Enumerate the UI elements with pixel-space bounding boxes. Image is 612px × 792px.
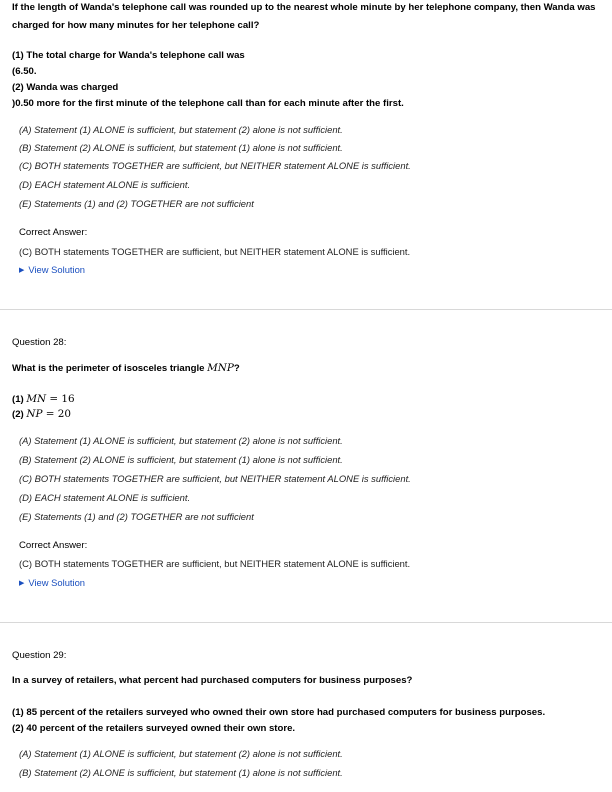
q27-option-e: (E) Statements (1) and (2) TOGETHER are not sufficient xyxy=(19,198,254,209)
divider xyxy=(0,309,612,310)
q28-prompt-text: What is the perimeter of isosceles triangle xyxy=(12,363,208,374)
q28-view-solution-link[interactable] xyxy=(19,577,85,588)
q28-heading: Question 28: xyxy=(12,337,67,348)
q28-option-c: (C) BOTH statements TOGETHER are sufficient, but NEITHER statement ALONE is sufficient. xyxy=(19,473,411,484)
q29-prompt: In a survey of retailers, what percent had purchased computers for business purposes? xyxy=(12,675,413,686)
q28-statement1-prefix: (1) xyxy=(12,394,27,405)
q27-correct-answer: (C) BOTH statements TOGETHER are sufficient, but NEITHER statement ALONE is sufficient. xyxy=(19,246,411,257)
q27-correct-label: Correct Answer: xyxy=(19,227,88,238)
q28-statement2-var: NP xyxy=(26,408,43,420)
triangle-right-icon: ▶ xyxy=(19,580,25,587)
q27-option-d: (D) EACH statement ALONE is sufficient. xyxy=(19,179,191,190)
triangle-right-icon: ▶ xyxy=(19,267,25,274)
q29-statement2: (2) 40 percent of the retailers surveyed owned their own store. xyxy=(12,723,296,734)
q28-statement2-eq: = 20 xyxy=(42,408,72,420)
q27-statement1-line1: (1) The total charge for Wanda's telephone call was xyxy=(12,50,245,61)
q28-prompt-math: MNP xyxy=(207,362,234,374)
q28-statement2 xyxy=(12,408,71,420)
q28-statement2-prefix: (2) xyxy=(12,409,27,420)
q28-prompt xyxy=(12,362,240,374)
q27-statement2-line1: (2) Wanda was charged xyxy=(12,82,119,93)
q27-statement2-line2: )0.50 more for the first minute of the telephone call than for each minute after the first. xyxy=(12,98,404,109)
q27-option-b: (B) Statement (2) ALONE is sufficient, but statement (1) alone is not sufficient. xyxy=(19,142,343,153)
q28-statement1-var: MN xyxy=(26,393,47,405)
q28-correct-answer: (C) BOTH statements TOGETHER are sufficient, but NEITHER statement ALONE is sufficient. xyxy=(19,558,411,569)
q27-option-c: (C) BOTH statements TOGETHER are sufficient, but NEITHER statement ALONE is sufficient. xyxy=(19,160,411,171)
q28-view-solution-label: View Solution xyxy=(28,577,86,588)
q28-option-d: (D) EACH statement ALONE is sufficient. xyxy=(19,492,191,503)
q27-prompt-line1: If the length of Wanda's telephone call was rounded up to the nearest whole minute by her telephone company, then Wanda was xyxy=(12,2,596,13)
q29-heading: Question 29: xyxy=(12,650,67,661)
q29-statement1: (1) 85 percent of the retailers surveyed who owned their own store had purchased computers for business purposes. xyxy=(12,707,546,718)
divider xyxy=(0,622,612,623)
q27-view-solution-label: View Solution xyxy=(28,264,86,275)
q28-option-e: (E) Statements (1) and (2) TOGETHER are not sufficient xyxy=(19,511,254,522)
q27-view-solution-link[interactable] xyxy=(19,264,85,275)
q28-prompt-end: ? xyxy=(233,363,240,374)
q29-option-a: (A) Statement (1) ALONE is sufficient, but statement (2) alone is not sufficient. xyxy=(19,748,343,759)
q27-statement1-line2: (6.50. xyxy=(12,66,37,77)
q27-prompt-line2: charged for how many minutes for her telephone call? xyxy=(12,20,260,31)
q28-option-b: (B) Statement (2) ALONE is sufficient, but statement (1) alone is not sufficient. xyxy=(19,454,343,465)
q27-option-a: (A) Statement (1) ALONE is sufficient, but statement (2) alone is not sufficient. xyxy=(19,124,343,135)
q29-option-b: (B) Statement (2) ALONE is sufficient, but statement (1) alone is not sufficient. xyxy=(19,767,343,778)
q28-correct-label: Correct Answer: xyxy=(19,540,88,551)
q28-statement1 xyxy=(12,393,75,405)
q28-statement1-eq: = 16 xyxy=(46,393,75,405)
q28-option-a: (A) Statement (1) ALONE is sufficient, but statement (2) alone is not sufficient. xyxy=(19,435,343,446)
